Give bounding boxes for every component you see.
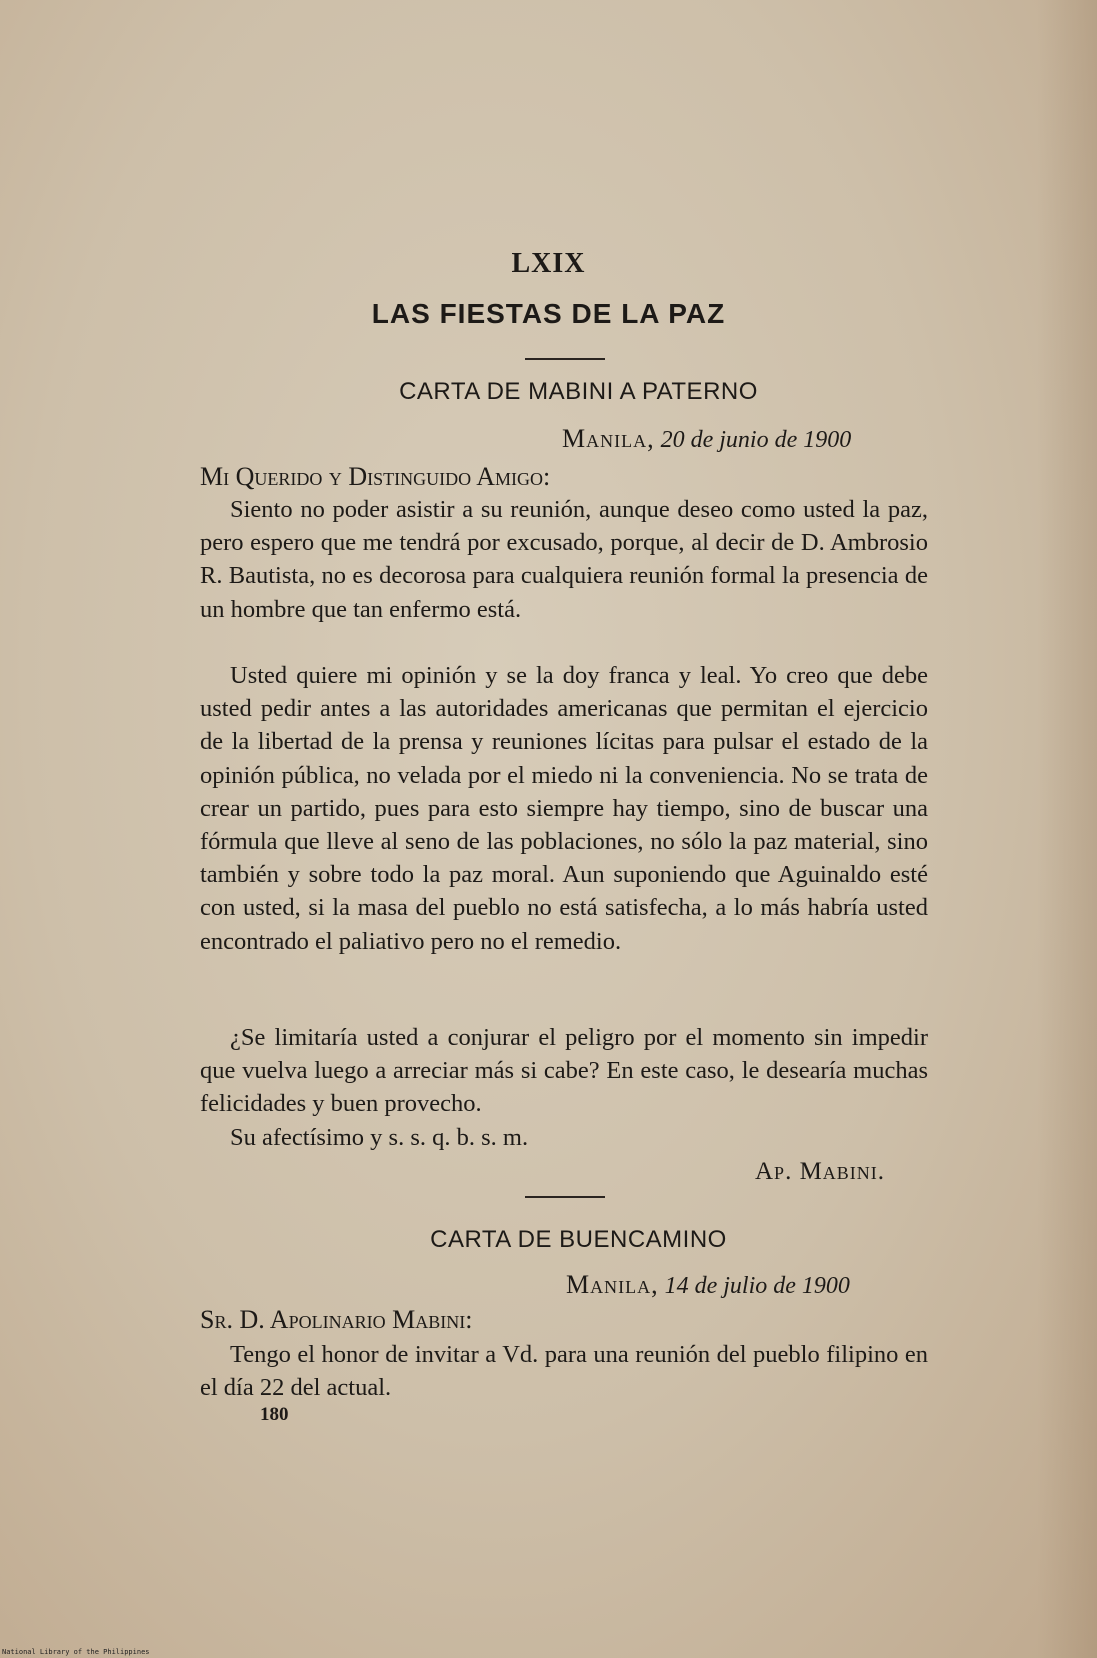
letter1-paragraph: Usted quiere mi opinión y se la doy franca y leal. Yo creo que debe usted pedir antes a las autoridades americanas que permitan el ejercicio de la libertad de la prensa y reuniones lícitas para pulsar el estado de la opinión pública, no velada por el miedo ni la conveniencia. No se trata de crear un partido, pues para esto siempre hay tiempo, sino de buscar una fórmula que lleve al seno de las poblaciones, no sólo la paz material, sino también y sobre todo la paz moral. Aun suponiendo que Aguinaldo esté con usted, si la masa del pueblo no está satisfecha, a lo más habría usted encontrado el paliativo pero no el remedio. bbox=[200, 662, 928, 955]
letter1-paragraph: ¿Se limitaría usted a conjurar el peligro por el momento sin impedir que vuelva luego a arreciar más si cabe? En este caso, le desearía muchas felicidades y buen provecho. bbox=[200, 1024, 928, 1118]
letter1-dateline bbox=[562, 424, 851, 454]
library-credit: National Library of the Philippines bbox=[2, 1648, 150, 1656]
letter1-date: 20 de junio de 1900 bbox=[660, 427, 852, 453]
divider-rule bbox=[525, 358, 605, 360]
letter1-signature: Ap. Mabini. bbox=[755, 1158, 886, 1185]
chapter-number: LXIX bbox=[511, 248, 586, 279]
letter1-city: Manila, bbox=[562, 424, 655, 453]
letter2-salutation: Sr. D. Apolinario Mabini: bbox=[200, 1305, 473, 1334]
letter2-paragraph: Tengo el honor de invitar a Vd. para una reunión del pueblo filipino en el día 22 del actual. bbox=[200, 1341, 928, 1402]
letter2-heading: CARTA DE BUENCAMINO bbox=[430, 1226, 727, 1253]
letter2-date: 14 de julio de 1900 bbox=[664, 1273, 850, 1299]
letter1-closing: Su afectísimo y s. s. q. b. s. m. bbox=[230, 1124, 529, 1151]
letter2-dateline bbox=[566, 1270, 850, 1300]
letter1-heading: CARTA DE MABINI A PATERNO bbox=[399, 378, 758, 405]
letter1-paragraph: Siento no poder asistir a su reunión, aunque deseo como usted la paz, pero espero que me tendrá por excusado, porque, al decir de D. Ambrosio R. Bautista, no es decorosa para cualquiera reunión formal la presencia de un hombre que tan enfermo está. bbox=[200, 496, 928, 623]
letter2-city: Manila, bbox=[566, 1270, 659, 1299]
letter1-salutation: Mi Querido y Distinguido Amigo: bbox=[200, 462, 551, 491]
page-number: 180 bbox=[260, 1404, 289, 1425]
chapter-title: LAS FIESTAS DE LA PAZ bbox=[371, 298, 726, 329]
divider-rule bbox=[525, 1196, 605, 1198]
